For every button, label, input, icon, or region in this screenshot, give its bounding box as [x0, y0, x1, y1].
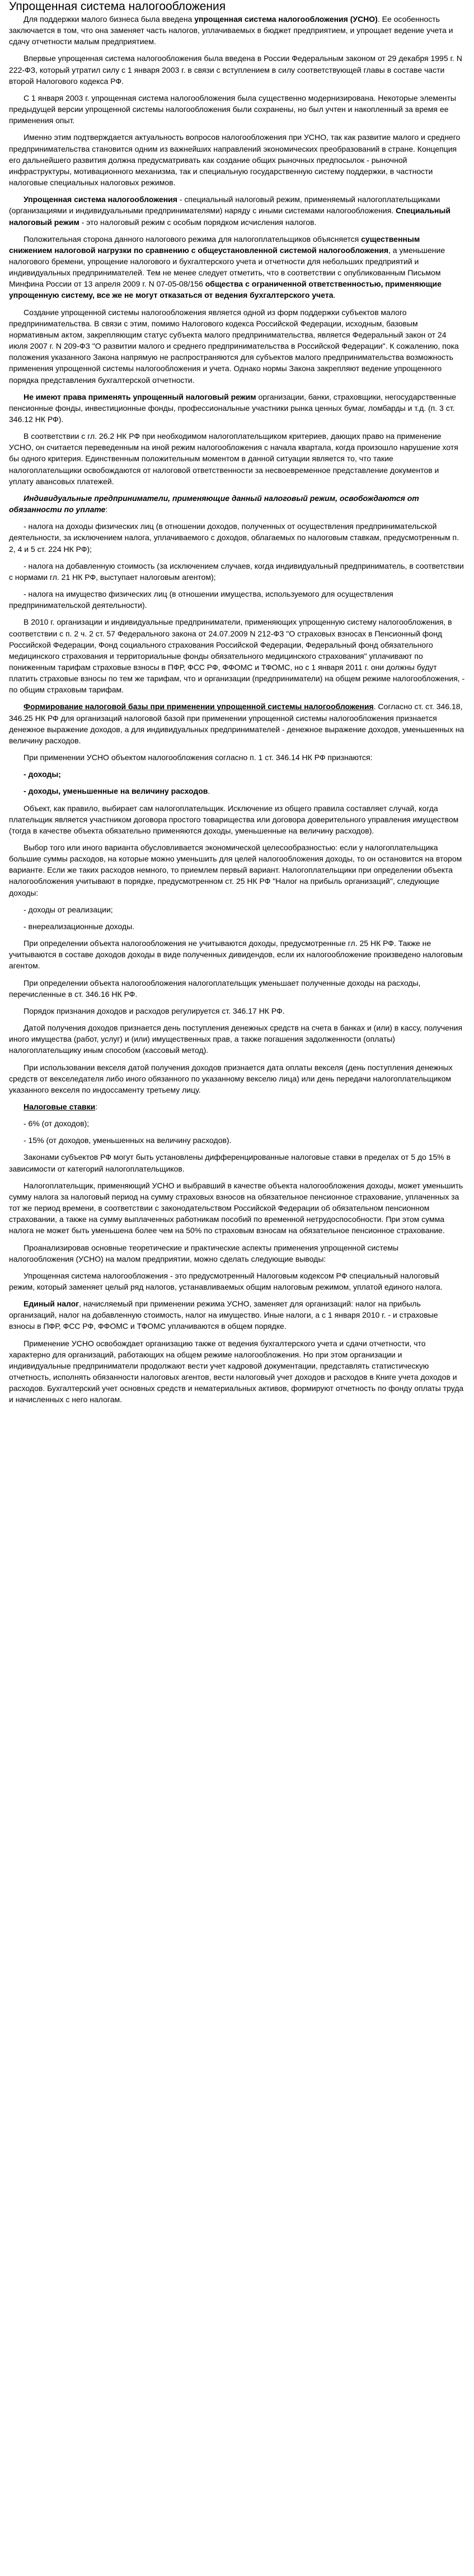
paragraph-conclusions-intro: Проанализировав основные теоретические и практические аспекты применения упрощенной системы налогообложения (УСНО) на малом предприятии, можно сделать следующие выводы: — [9, 1243, 399, 1263]
text-run: , а уменьшение налогового бремени, упрощение налогового и бухгалтерского учета и отчетности для небольших предприятий и индивидуальных предпринимателей. Тем не менее следует отметить, что в соответствии с опубликованным Письмом Минфина России от 13 апреля 2009 г. N 07-05-08/156 — [9, 245, 445, 289]
text-run: - это налоговый режим с особым порядком исчисления налогов. — [79, 217, 317, 227]
paragraph-criteria-violation: В соответствии с гл. 26.2 НК РФ при необходимом налогоплательщиком критериев, дающих право на применение УСНО, он считается переведенным на иной режим налогообложения с начала квартала, когда произошло нарушение хотя бы одного критерия. Единственным положительным моментом в данной ситуации является то, что такие налогоплательщики освобождаются от налоговой ответственности за несвоевременное представление документов и уплату авансовых платежей. — [9, 432, 458, 486]
paragraph-small-business-support: Создание упрощенной системы налогообложения является одной из форм поддержки субъектов малого предпринимательства. В связи с этим, помимо Налогового кодекса Российской Федерации, исходным, базовым нормативным актом, закрепляющим статус субъекта малого предпринимательства, является Федеральный закон от 24 июля 2007 г. N 209-ФЗ "О развитии малого и среднего предпринимательства в Российской Федерации". К сожалению, пока положения указанного Закона напрямую не распространяются для субъектов малого предпринимательства возможность применения упрощенной системы налогообложения и учета. Однако нормы Закона закрепляют ведение упрощенного порядка представления бухгалтерской отчетности. — [9, 307, 459, 385]
bold-term-special-regime: Специальный налоговый режим — [9, 206, 450, 227]
text-run: : — [95, 1102, 98, 1111]
list-item-sales-income: - доходы от реализации; — [24, 905, 113, 914]
paragraph-definition — [9, 194, 465, 227]
text-run: . — [333, 291, 336, 300]
text-run: . Ее особенность заключается в том, что она заменяет часть налогов, уплачиваемых в бюджет предприятием, и упрощает ведение учета и сдачу отчетности малым предприятием. — [9, 15, 453, 46]
bold-income-minus-expenses: - доходы, уменьшенные на величину расходов — [24, 786, 208, 796]
list-item-property-tax: - налога на имущество физических лиц (в отношении имущества, используемого для осуществления предпринимательской деятельности). — [9, 589, 393, 610]
bold-term-usn: Упрощенная система налогообложения — [24, 195, 177, 204]
list-item-rate-6: - 6% (от доходов); — [24, 1119, 90, 1128]
bold-term-usno: упрощенная система налогообложения (УСНО) — [194, 15, 378, 24]
list-item-income: - доходы; — [24, 770, 61, 779]
list-item-nds: - налога на добавленную стоимость (за исключением случаев, когда индивидуальный предприниматель, в соответствии с нормами гл. 21 НК РФ, выступает налоговым агентом); — [9, 561, 464, 582]
paragraph-excluded-income: При определении объекта налогообложения не учитываются доходы, предусмотренные гл. 25 НК РФ. Также не учитываются в составе доходов доходы в виде полученных дивидендов, если их налогообложение произведено налоговым агентом. — [9, 939, 463, 971]
paragraph-expenses-reduction: При определении объекта налогообложения налогоплательщик уменьшает полученные доходы на расходы, перечисленные в ст. 346.16 НК РФ. — [9, 978, 421, 999]
text-run: , начисляемый при применении режима УСНО, заменяет для организаций: налог на прибыль организаций, налог на добавленную стоимость, налог на имущество. Иные налоги, а с 1 января 2010 г. - и страховые взносы в ПФР, ФСС РФ, ФФОМС и ТФОМС уплачиваются в общем порядке. — [9, 1299, 438, 1331]
paragraph-accounting-exemption: Применение УСНО освобождает организацию также от ведения бухгалтерского учета и сдачи отчетности, что характерно для организаций, работающих на общем режиме налогообложения. Но при этом организации и индивидуальные предприниматели продолжают вести учет кадровой документации, представлять статистическую отчетность, исполнять обязанности налоговых агентов, вести налоговый учет доходов и расходов в Книге учета доходов и расходов. Бухгалтерский учет основных средств и нематериальных активов, формируют отчетность по фонду оплаты труда и начисленных с него налогам. — [9, 1338, 464, 1404]
paragraph-ip-exemptions-heading — [9, 493, 465, 515]
text-run: : — [105, 505, 108, 514]
paragraph-conclusion-definition: Упрощенная система налогообложения - это предусмотренный Налоговым кодексом РФ специальный налоговый режим, который заменяет целый ряд налогов, устанавливаемых общим налоговым режимом, уплатой единого налога. — [9, 1271, 443, 1291]
paragraph-insurance-2010: В 2010 г. организации и индивидуальные предприниматели, применяющих упрощенную систему налогообложения, в соответствии с п. 2 ч. 2 ст. 57 Федерального закона от 24.07.2009 N 212-ФЗ "О страховых взносах в Пенсионный фонд Российской Федерации, Фонд социального страхования Российской Федерации, Федеральный фонд обязательного медицинского страхования и территориальные фонды обязательного медицинского страхования" уплачивают по пониженным тарифам страховые взносы в ПФР, ФСС РФ, ФФОМС и ТФОМС, но с 1 января 2011 г. они должны будут платить страховые взносы по тем же тарифам, что и организации (предприниматели) на общем режиме налогообложения, - по общим страховым тарифам. — [9, 617, 465, 695]
list-item-ndfl: - налога на доходы физических лиц (в отношении доходов, полученных от осуществления предпринимательской деятельности, за исключением налога, уплачиваемого с доходов, облагаемых по налоговым ставкам, предусмотренным п. 2, 4 и 5 ст. 224 НК РФ); — [9, 522, 459, 554]
paragraph-intro — [9, 13, 465, 47]
text-run: организации, банки, страховщики, негосударственные пенсионные фонды, инвестиционные фонды, профессиональные участники рынка ценных бумаг, ломбарды и т.д. (п. 3 ст. 346.12 НК РФ). — [9, 392, 457, 424]
paragraph-tax-reduction-insurance: Налогоплательщик, применяющий УСНО и выбравший в качестве объекта налогообложения доходы, может уменьшить сумму налога за налоговый период на сумму страховых взносов на обязательное пенсионное страхование, уплаченных за тот же период времени, в соответствии с законодательством Российской Федерации об обязательном пенсионном страховании, а также на сумму выплаченных работникам пособий по временной нетрудоспособности. При этом сумма налога не может быть уменьшена более чем на 50% по страховым взносам на обязательное пенсионное страхование. — [9, 1181, 463, 1235]
article-title: Упрощенная система налогообложения — [9, 0, 226, 13]
text-run: - специальный налоговый режим, применяемый налогоплательщиками (организациями и индивидуальными предпринимателями) наряду с иными системами налогообложения. — [9, 195, 440, 216]
list-item-income-minus-expenses — [9, 785, 465, 797]
paragraph-objects: При применении УСНО объектом налогообложения согласно п. 1 ст. 346.14 НК РФ признаются: — [24, 753, 373, 762]
text-run: . Согласно ст. ст. 346.18, 346.25 НК РФ для организаций налоговой базой при применении упрощенной системы налогообложения признается денежное выражение доходов, а для индивидуальных предпринимателей - денежное выражение доходов, уменьшенных на величину расходов. — [9, 702, 464, 745]
bold-ooo-accounting: общества с ограниченной ответственностью, применяющие упрощенную систему, все же не могут отказаться от ведения бухгалтерского учета — [9, 279, 442, 300]
paragraph-income-date: Датой получения доходов признается день поступления денежных средств на счета в банках и (или) в кассу, получения иного имущества (работ, услуг) и (или) имущественных прав, а также погашения задолженности (оплаты) налогоплательщику иным способом (кассовый метод). — [9, 1023, 463, 1055]
bold-single-tax: Единый налог — [24, 1299, 79, 1309]
bold-underlined-tax-base: Формирование налоговой базы при применении упрощенной системы налогообложения — [24, 702, 374, 711]
paragraph-relevance: Именно этим подтверждается актуальность вопросов налогообложения при УСНО, так как развитие малого и среднего предпринимательства становится одним из важнейших направлений экономических преобразований в стране. Концепция его дальнейшего развития должна предусматривать как создание общих рыночных предпосылок - рыночной инфраструктуры, мотивационного механизма, так и специальную государственную систему поддержки, в частности налоговые специальных налоговых режимов. — [9, 133, 461, 188]
bold-italic-ip-exemption: Индивидуальные предприниматели, применяющие данный налоговый режим, освобождаются от обязанности по уплате — [9, 493, 419, 514]
paragraph-history: Впервые упрощенная система налогообложения была введена в России Федеральным законом от 29 декабря 1995 г. N 222-ФЗ, который утратил силу с 1 января 2003 г. в связи с вступлением в силу соответствующей главы в составе части второй Налогового кодекса РФ. — [9, 54, 462, 86]
list-item-nonoperating-income: - внереализационные доходы. — [24, 921, 135, 931]
paragraph-advantages — [9, 233, 465, 301]
paragraph-modernization: С 1 января 2003 г. упрощенная система налогообложения была существенно модернизирована. Некоторые элементы предыдущей версии упрощенной системы налогообложения были сохранены, но был учтен и накопленный за время ее применения опыт. — [9, 93, 456, 125]
text-run: Положительная сторона данного налогового режима для налогоплательщиков объясняется — [24, 234, 362, 243]
paragraph-restrictions — [9, 391, 465, 425]
list-item-rate-15: - 15% (от доходов, уменьшенных на величину расходов). — [24, 1136, 232, 1145]
bold-tax-reduction: существенным снижением налоговой нагрузки по сравнению с общеустановленной системой налогообложения — [9, 234, 420, 255]
paragraph-single-tax — [9, 1298, 465, 1332]
text-run: . — [208, 786, 210, 796]
paragraph-tax-base — [9, 701, 465, 746]
paragraph-recognition-order: Порядок признания доходов и расходов регулируется ст. 346.17 НК РФ. — [24, 1006, 285, 1015]
paragraph-tax-rates-heading — [9, 1101, 465, 1112]
paragraph-differentiated-rates: Законами субъектов РФ могут быть установлены дифференцированные налоговые ставки в пределах от 5 до 15% в зависимости от категорий налогоплательщиков. — [9, 1153, 451, 1173]
bold-no-right: Не имеют права применять упрощенный налоговый режим — [24, 392, 256, 401]
text-run: Для поддержки малого бизнеса была введена — [24, 15, 195, 24]
paragraph-economic-choice: Выбор того или иного варианта обусловливается экономической целесообразностью: если у налогоплательщика большие суммы расходов, на которые можно уменьшить для целей налогообложения доходы, то он остановится на втором варианте. Если же таких расходов немного, то приемлем первый вариант. Налогоплательщики при определении объекта налогообложения учитывают в порядке, предусмотренном ст. 25 НК РФ "Налог на прибыль организаций", следующие доходы: — [9, 843, 462, 897]
paragraph-promissory-note: При использовании векселя датой получения доходов признается дата оплаты векселя (день поступления денежных средств от векселедателя либо иного обязанного по указанному векселю лица) или день передачи налогоплательщиком указанного векселя по индоссаменту третьему лицу. — [9, 1062, 453, 1094]
bold-underlined-tax-rates: Налоговые ставки — [24, 1102, 96, 1111]
paragraph-object-choice: Объект, как правило, выбирает сам налогоплательщик. Исключение из общего правила составляет случай, когда плательщик является участником договора простого товарищества или договора доверительного управления имуществом (тогда в качестве объекта обязательно применяются доходы, уменьшенные на величину расходов). — [9, 803, 459, 835]
